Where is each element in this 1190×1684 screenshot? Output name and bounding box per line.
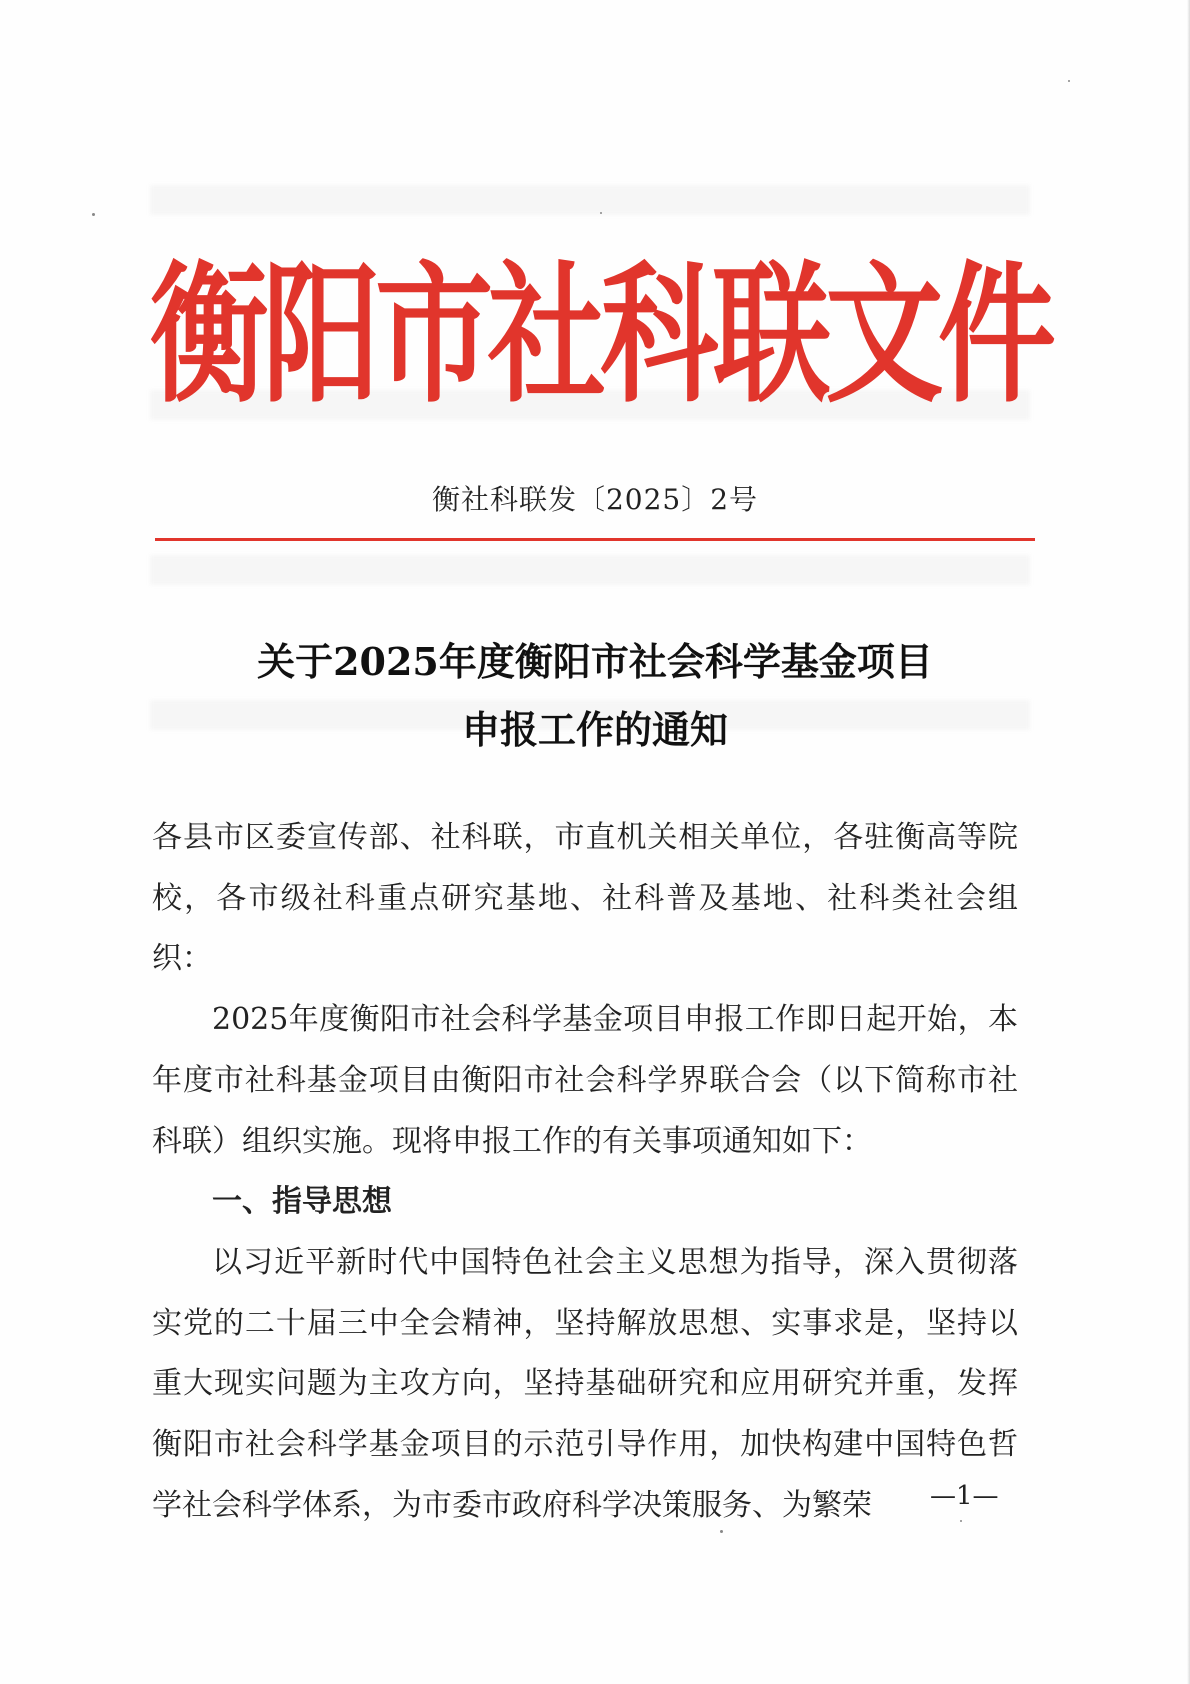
notice-title-line: 申报工作的通知 (461, 707, 728, 752)
masthead-char: 衡 (150, 245, 269, 424)
masthead-char: 文 (825, 245, 944, 424)
document-number: 衡社科联发〔2025〕2号 (431, 483, 759, 516)
show-through-shadow (150, 185, 1030, 215)
scan-speck (720, 1530, 723, 1533)
masthead (150, 245, 1056, 424)
section-heading: 一、指导思想 (212, 1184, 392, 1220)
scan-speck (92, 213, 95, 216)
show-through-shadow (150, 555, 1030, 585)
masthead-char: 社 (487, 245, 606, 424)
notice-title-line: 关于2025年度衡阳市社会科学基金项目 (257, 639, 933, 684)
intro-paragraph: 2025年度衡阳市社会科学基金项目申报工作即日起开始，本年度市社科基金项目由衡阳市社会科学界联合会（以下简称市社科联）组织实施。现将申报工作的有关事项通知如下： (152, 1002, 1018, 1159)
scan-speck (1068, 80, 1070, 82)
masthead-char: 联 (712, 245, 831, 424)
section-paragraph: 以习近平新时代中国特色社会主义思想为指导，深入贯彻落实党的二十届三中全会精神，坚持解放思想、实事求是，坚持以重大现实问题为主攻方向，坚持基础研究和应用研究并重，发挥衡阳市社会科学基金项目的示范引导作用，加快构建中国特色哲学社会科学体系，为市委市政府科学决策服务、为繁荣 (152, 1244, 1018, 1523)
masthead-char: 科 (600, 245, 719, 424)
red-divider-rule (155, 538, 1035, 541)
scan-speck (600, 212, 602, 214)
notice-body (152, 808, 1018, 1536)
scan-speck (960, 1520, 962, 1522)
masthead-char: 件 (937, 245, 1056, 424)
addressee-paragraph: 各县市区委宣传部、社科联，市直机关相关单位，各驻衡高等院校，各市级社科重点研究基地、社科普及基地、社科类社会组织： (152, 820, 1018, 977)
masthead-char: 市 (375, 245, 494, 424)
masthead-char: 阳 (262, 245, 381, 424)
page-number: —1— (930, 1481, 999, 1511)
notice-title (0, 628, 1190, 764)
